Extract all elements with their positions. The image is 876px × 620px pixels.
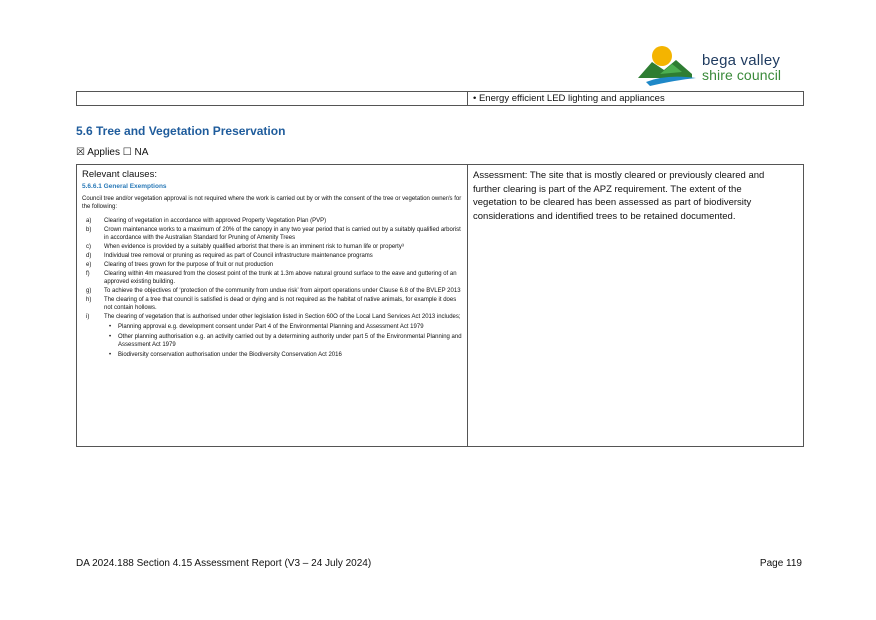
clause-letter: e) — [86, 262, 92, 268]
clause-item — [82, 296, 462, 312]
applies-checkbox-line: ☒ Applies ☐ NA — [76, 147, 149, 158]
relevant-clauses-cell — [82, 169, 462, 360]
clause-item — [82, 261, 462, 269]
clause-text: The clearing of a tree that council is satisfied is dead or dying and is not required as the habitat of native animals, for example it does not contain hollows. — [104, 297, 457, 311]
clauses-table — [76, 164, 804, 447]
clause-text: The clearing of vegetation that is authorised under other legislation listed in Section 60O of the Local Land Services Act 2013 includes; — [104, 314, 461, 320]
clause-letter: a) — [86, 218, 92, 224]
clause-text: Clearing of trees grown for the purpose of fruit or nut production — [104, 262, 274, 268]
bullet-text: Biodiversity conservation authorisation under the Biodiversity Conservation Act 2016 — [118, 352, 342, 358]
legislation-bullet — [82, 323, 462, 331]
relevant-clauses-label: Relevant clauses: — [82, 169, 157, 180]
clause-item — [82, 226, 462, 242]
clause-text: Clearing of vegetation in accordance with approved Property Vegetation Plan (PVP) — [104, 218, 327, 224]
legislation-bullet — [82, 351, 462, 359]
footer-report-title: DA 2024.188 Section 4.15 Assessment Report (V3 – 24 July 2024) — [76, 558, 372, 569]
logo-text-line1: bega valley — [702, 52, 781, 69]
bullet-text: Other planning authorisation e.g. an activity carried out by a determining authority under part 5 of the Environmental Planning and Assessment Act 1979 — [118, 334, 462, 348]
clause-item — [82, 243, 462, 251]
top-table-cell-text: • Energy efficient LED lighting and appliances — [473, 93, 665, 104]
clause-letter: b) — [86, 227, 92, 233]
clause-text: To achieve the objectives of ‘protection of the community from undue risk’ from airport operations under Clause 6.8 of the BVLEP 2013 — [104, 288, 461, 294]
bullet-icon: • — [109, 334, 112, 340]
exemptions-intro: Council tree and/or vegetation approval is not required where the work is carried out by or with the consent of the tree or vegetation owner/s for the following: — [82, 196, 462, 210]
clause-text: Crown maintenance works to a maximum of 20% of the canopy in any two year period that is carried out by a suitably qualified arborist in accordance with the Australian Standard for Pruning of Amenity Trees — [104, 227, 461, 241]
top-table — [76, 91, 804, 106]
page-number: Page 119 — [759, 558, 802, 569]
clause-item — [82, 252, 462, 260]
clause-text: Individual tree removal or pruning as required as part of Council infrastructure maintenance programs — [104, 253, 373, 259]
clause-item — [82, 287, 462, 295]
clause-item — [82, 270, 462, 286]
exemptions-heading: 5.6.6.1 General Exemptions — [82, 183, 167, 190]
logo-mark-icon — [636, 44, 706, 90]
clause-letter: g) — [86, 288, 92, 294]
bullet-icon: • — [109, 352, 112, 358]
clause-letter: d) — [86, 253, 92, 259]
legislation-bullet — [82, 333, 462, 349]
table-divider — [467, 165, 468, 446]
clause-item — [82, 313, 462, 321]
section-title: 5.6 Tree and Vegetation Preservation — [76, 124, 286, 138]
logo-text-line2: shire council — [702, 67, 782, 83]
clause-list — [82, 217, 462, 359]
clause-letter: i) — [86, 314, 90, 320]
table-divider — [467, 92, 468, 105]
clause-text: Clearing within 4m measured from the closest point of the trunk at 1.3m above natural ground surface to the eave and guttering of an approved existing building. — [104, 271, 457, 285]
clause-item — [82, 217, 462, 225]
clause-letter: c) — [86, 244, 91, 250]
bullet-text: Planning approval e.g. development consent under Part 4 of the Environmental Planning and Assessment Act 1979 — [118, 324, 424, 330]
clause-letter: h) — [86, 297, 92, 303]
bullet-icon: • — [109, 324, 112, 330]
assessment-text: Assessment: The site that is mostly cleared or previously cleared and further clearing is part of the APZ requirement. The extent of the vegetation to be cleared has been assessed as part of biodiversity considerations and identified trees to be retained documented. — [473, 170, 765, 222]
clause-letter: f) — [86, 271, 90, 277]
clause-text: When evidence is provided by a suitably qualified arborist that there is an imminent risk to human life or property³ — [104, 244, 404, 250]
